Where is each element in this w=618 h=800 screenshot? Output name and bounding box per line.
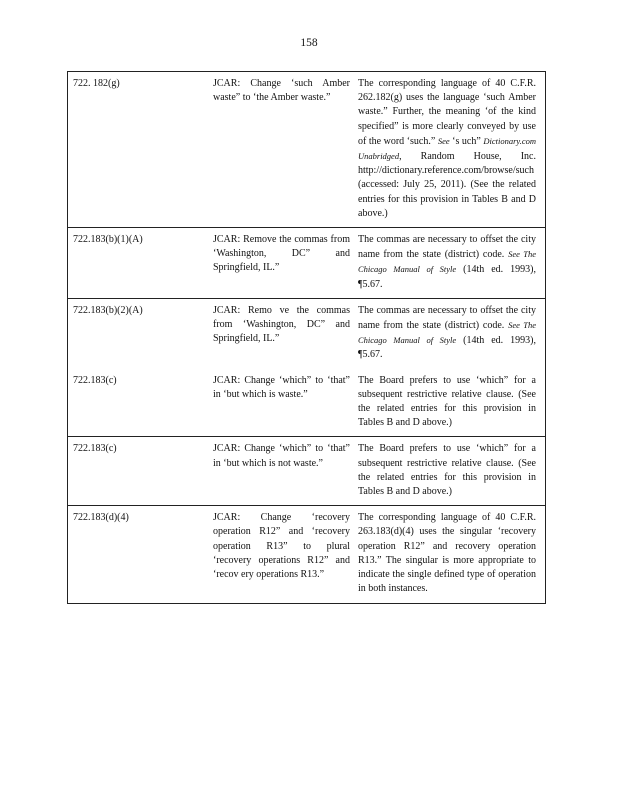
- reason-text: The corresponding language of 40 C.F.R. 263.183(d)(4) uses the singular ‘recovery operation R12” and recovery operation R13.” The singular is more appropriate to indicate the single defined type of operation in both instances.: [358, 512, 536, 595]
- reason-text: The Board prefers to use ‘which” for a subsequent restrictive relative clause. (See the related entries for this provision in Tables B and D above.): [358, 374, 536, 429]
- section-cell: 722.183(b)(2)(A): [73, 304, 143, 316]
- reason-text: The commas are necessary to offset the city name from the state (district) code.: [358, 234, 536, 261]
- table-row: [68, 227, 545, 298]
- reason-cell: [358, 299, 545, 369]
- change-cell: JCAR: Change ‘which” to ‘that” in ‘but which is not waste.”: [213, 443, 350, 469]
- reason-cell: [358, 228, 545, 298]
- reason-cell: [358, 506, 545, 602]
- table-row: [68, 298, 545, 369]
- change-cell: JCAR: Remove the commas from ‘Washington, DC” and Springfield, IL.”: [213, 234, 350, 274]
- reason-text: ‘s uch”: [449, 135, 484, 147]
- reason-text: The commas are necessary to offset the city name from the state (district) code.: [358, 304, 536, 332]
- reason-citation: See The Chicago Manual of Style: [358, 249, 537, 275]
- reason-citation: See The Chicago Manual of Style: [358, 320, 537, 346]
- table-row: [68, 369, 545, 437]
- table-row: [68, 436, 545, 505]
- change-cell: JCAR: Remo ve the commas from ‘Washington, DC” and Springfield, IL.”: [213, 304, 350, 345]
- section-cell: 722. 182(g): [73, 78, 120, 89]
- reason-text: (14th ed. 1993), ¶5.67.: [358, 264, 536, 290]
- section-cell: 722.183(c): [73, 443, 117, 455]
- page-number: 158: [300, 37, 318, 49]
- reason-text: , Random House, Inc. http://dictionary.reference.com/browse/such (accessed: July 25, 2011). (See the related entries for this provision in Tables B and D above.): [358, 151, 536, 219]
- section-cell: 722.183(b)(1)(A): [73, 234, 143, 246]
- reason-cell: [358, 437, 545, 505]
- reason-citation: See: [437, 135, 450, 146]
- reason-text: The Board prefers to use ‘which” for a subsequent restrictive relative clause. (See the related entries for this provision in Tables B and D above.): [358, 443, 536, 498]
- reason-cell: [358, 72, 545, 227]
- change-cell: JCAR: Change ‘recovery operation R12” and ‘recovery operation R13” to plural ‘recovery operations R12” and ‘recov ery operations R13.”: [213, 512, 350, 581]
- table-row: [68, 72, 545, 227]
- comments-table: [67, 71, 546, 604]
- change-cell: JCAR: Change ‘which” to ‘that” in ‘but which is waste.”: [213, 374, 350, 400]
- table-row: [68, 505, 545, 602]
- reason-cell: [358, 369, 545, 437]
- reason-text: The corresponding language of 40 C.F.R. 262.182(g) uses the language ‘such Amber waste.” Further, the meaning ‘of the kind specified” is more clearly conveyed by use of the word ‘such.”: [358, 78, 536, 147]
- reason-citation: Dictionary.com Unabridged: [358, 135, 536, 162]
- section-cell: 722.183(c): [73, 374, 117, 386]
- section-cell: 722.183(d)(4): [73, 512, 129, 524]
- change-cell: JCAR: Change ‘such Amber waste” to ‘the Amber waste.”: [213, 78, 350, 104]
- reason-text: (14th ed. 1993), ¶5.67.: [358, 335, 536, 361]
